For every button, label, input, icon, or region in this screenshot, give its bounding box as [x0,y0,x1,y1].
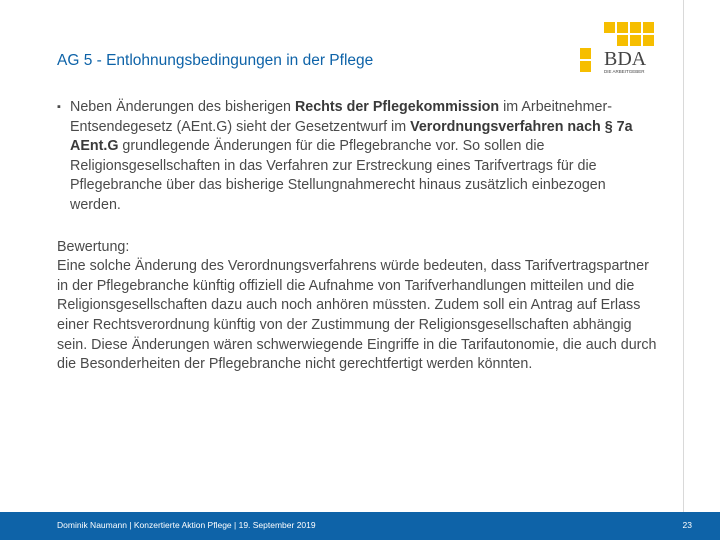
page-number: 23 [682,520,692,530]
bda-logo [580,18,656,76]
logo-wordmark: BDA [604,48,647,70]
content-body [57,98,657,375]
assessment-text: Eine solche Änderung des Verordnungsverfahrens würde bedeuten, dass Tarifvertragspartner in der Pflegebranche künftig offiziell die Aufnahme von Tarifverhandlungen mitteilen und die Religionsgesellschaften dazu auch noch anhören müssten. Zudem soll ein Antrag auf Erlass einer Rechtsverordnung künftig von der Zustimmung der Religionsgesellschaften abhängig sein. Diese Änderungen wären schwerwiegende Eingriffe in die Tarifautonomie, die auch durch die Besonderheiten der Pflegebranche nicht gerechtfertigt werden könnten. [57,258,657,373]
footer-text: Dominik Naumann | Konzertierte Aktion Pflege | 19. September 2019 [57,520,316,530]
assessment-block [57,238,657,375]
bold-phrase: Rechts der Pflegekommission [294,99,500,115]
bullet-item [57,98,657,216]
slide-title: AG 5 - Entlohnungsbedingungen in der Pflege [57,52,374,69]
right-divider [683,0,684,520]
assessment-heading: Bewertung: [57,238,130,255]
bullet-square-icon: ▪ [57,101,61,113]
bullet-text: Neben Änderungen des bisherigen Rechts der Pflegekommission im Arbeitnehmer-Entsendegesetz (AEnt.G) sieht der Gesetzentwurf im Verordnungsverfahren nach § 7a AEnt.G grundlegende Änderungen für die Pflegebranche vor. So sollen die Religionsgesellschaften in das Verfahren zur Erstreckung eines Tarifvertrags für die Pflegebranche über das bisherige Stellungnahmerecht hinaus zusätzlich einbezogen werden. [70,99,633,213]
logo-tagline: DIE ARBEITGEBER [604,69,645,74]
footer-bar [0,512,720,540]
bold-phrase: Verordnungsverfahren nach § 7a AEnt.G [70,118,633,155]
